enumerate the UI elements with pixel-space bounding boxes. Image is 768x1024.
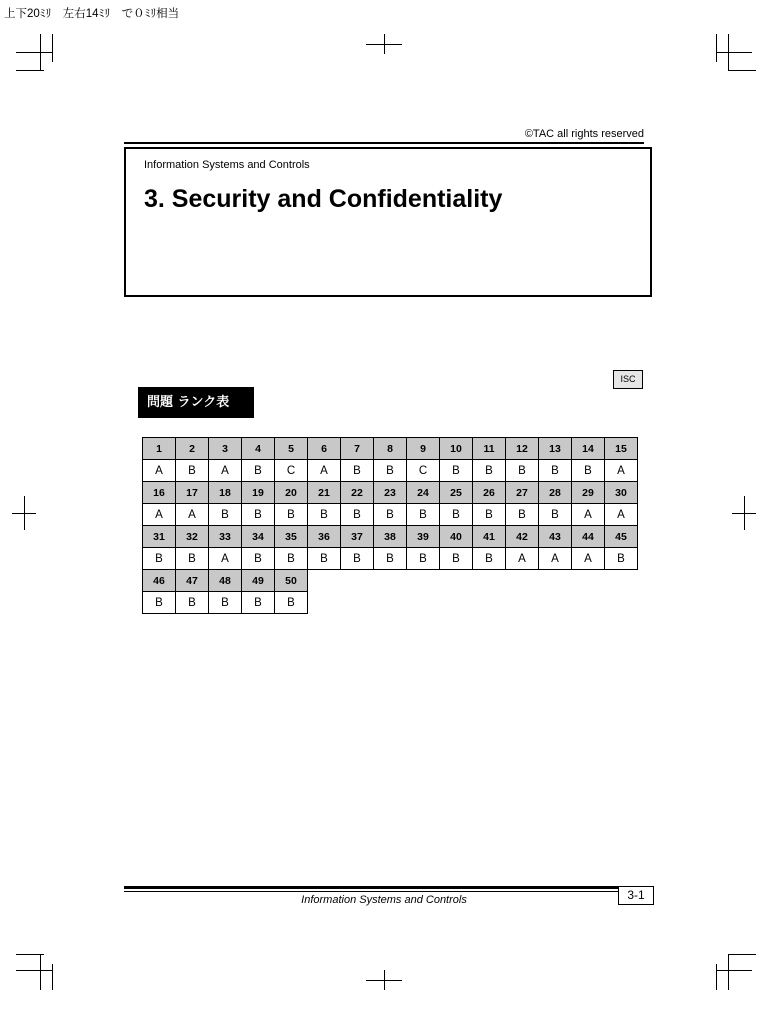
rank-cell: B	[539, 460, 572, 482]
empty-cell	[374, 570, 407, 592]
rank-cell: A	[209, 548, 242, 570]
rank-cell: B	[341, 548, 374, 570]
subject-badge: ISC	[613, 370, 643, 389]
question-number-cell: 5	[275, 438, 308, 460]
chapter-title: 3. Security and Confidentiality	[144, 185, 503, 213]
rank-cell: B	[176, 548, 209, 570]
question-number-cell: 38	[374, 526, 407, 548]
rank-cell: A	[506, 548, 539, 570]
question-number-cell: 30	[605, 482, 638, 504]
question-number-cell: 11	[473, 438, 506, 460]
question-number-cell: 26	[473, 482, 506, 504]
rank-cell: B	[506, 460, 539, 482]
rank-cell: A	[605, 504, 638, 526]
question-number-cell: 43	[539, 526, 572, 548]
empty-cell	[473, 570, 506, 592]
rank-cell: B	[506, 504, 539, 526]
question-number-cell: 24	[407, 482, 440, 504]
rank-cell: B	[572, 460, 605, 482]
footer-rule	[124, 886, 620, 889]
empty-cell	[605, 570, 638, 592]
question-number-cell: 16	[143, 482, 176, 504]
rank-cell: B	[407, 548, 440, 570]
rank-cell: B	[473, 460, 506, 482]
question-number-cell: 32	[176, 526, 209, 548]
footer-rule-thin	[124, 891, 620, 892]
question-number-cell: 21	[308, 482, 341, 504]
question-number-row	[143, 526, 638, 548]
rank-cell: B	[176, 592, 209, 614]
rank-row	[143, 548, 638, 570]
rank-cell: A	[209, 460, 242, 482]
rank-cell: A	[572, 504, 605, 526]
empty-cell	[572, 592, 605, 614]
empty-cell	[440, 570, 473, 592]
rank-cell: A	[539, 548, 572, 570]
rank-row	[143, 504, 638, 526]
rank-cell: B	[143, 592, 176, 614]
question-number-cell: 46	[143, 570, 176, 592]
chapter-title-box	[124, 147, 652, 297]
question-number-cell: 37	[341, 526, 374, 548]
rank-cell: B	[473, 548, 506, 570]
question-number-cell: 27	[506, 482, 539, 504]
rank-cell: B	[242, 548, 275, 570]
rank-table	[142, 437, 638, 614]
empty-cell	[440, 592, 473, 614]
rank-cell: B	[209, 592, 242, 614]
question-number-row	[143, 482, 638, 504]
rank-cell: B	[209, 504, 242, 526]
rank-cell: B	[308, 504, 341, 526]
question-number-cell: 4	[242, 438, 275, 460]
rank-cell: B	[374, 504, 407, 526]
subject-label: Information Systems and Controls	[144, 159, 310, 171]
question-number-cell: 39	[407, 526, 440, 548]
rank-cell: B	[539, 504, 572, 526]
header-rule	[124, 142, 644, 144]
question-number-cell: 15	[605, 438, 638, 460]
question-number-cell: 8	[374, 438, 407, 460]
question-number-cell: 6	[308, 438, 341, 460]
print-margin-note: 上下20ﾐﾘ 左右14ﾐﾘ で０ﾐﾘ相当	[4, 8, 180, 20]
question-number-cell: 14	[572, 438, 605, 460]
rank-cell: B	[473, 504, 506, 526]
rank-table-heading: 問題 ランク表	[138, 387, 254, 418]
empty-cell	[308, 592, 341, 614]
question-number-row	[143, 570, 638, 592]
question-number-cell: 48	[209, 570, 242, 592]
empty-cell	[341, 570, 374, 592]
rank-cell: C	[275, 460, 308, 482]
rank-cell: B	[275, 592, 308, 614]
question-number-cell: 47	[176, 570, 209, 592]
rank-cell: A	[605, 460, 638, 482]
question-number-cell: 9	[407, 438, 440, 460]
rank-cell: B	[341, 460, 374, 482]
rank-cell: B	[440, 504, 473, 526]
rank-cell: B	[242, 592, 275, 614]
rank-cell: B	[407, 504, 440, 526]
rank-cell: B	[275, 548, 308, 570]
question-number-cell: 25	[440, 482, 473, 504]
rank-cell: B	[308, 548, 341, 570]
question-number-cell: 28	[539, 482, 572, 504]
rank-cell: A	[143, 504, 176, 526]
question-number-cell: 19	[242, 482, 275, 504]
question-number-cell: 40	[440, 526, 473, 548]
rank-cell: A	[308, 460, 341, 482]
question-number-cell: 41	[473, 526, 506, 548]
empty-cell	[506, 592, 539, 614]
question-number-cell: 20	[275, 482, 308, 504]
rank-cell: B	[341, 504, 374, 526]
footer-title: Information Systems and Controls	[301, 894, 467, 906]
question-number-cell: 44	[572, 526, 605, 548]
rank-cell: A	[572, 548, 605, 570]
question-number-cell: 35	[275, 526, 308, 548]
empty-cell	[539, 570, 572, 592]
rank-cell: A	[143, 460, 176, 482]
empty-cell	[539, 592, 572, 614]
empty-cell	[572, 570, 605, 592]
empty-cell	[506, 570, 539, 592]
question-number-cell: 7	[341, 438, 374, 460]
rank-cell: B	[605, 548, 638, 570]
empty-cell	[605, 592, 638, 614]
page-number: 3-1	[618, 886, 654, 905]
question-number-cell: 13	[539, 438, 572, 460]
empty-cell	[308, 570, 341, 592]
empty-cell	[341, 592, 374, 614]
question-number-cell: 36	[308, 526, 341, 548]
question-number-cell: 3	[209, 438, 242, 460]
rank-cell: B	[374, 460, 407, 482]
rank-cell: B	[242, 460, 275, 482]
question-number-cell: 29	[572, 482, 605, 504]
empty-cell	[407, 570, 440, 592]
rank-row	[143, 460, 638, 482]
empty-cell	[407, 592, 440, 614]
rank-cell: B	[242, 504, 275, 526]
rank-cell: B	[143, 548, 176, 570]
question-number-cell: 12	[506, 438, 539, 460]
rank-cell: A	[176, 504, 209, 526]
empty-cell	[374, 592, 407, 614]
question-number-cell: 1	[143, 438, 176, 460]
question-number-cell: 18	[209, 482, 242, 504]
rank-cell: B	[176, 460, 209, 482]
question-number-cell: 10	[440, 438, 473, 460]
rank-cell: B	[440, 548, 473, 570]
question-number-cell: 50	[275, 570, 308, 592]
question-number-cell: 45	[605, 526, 638, 548]
copyright-notice: ©TAC all rights reserved	[524, 128, 644, 140]
question-number-cell: 33	[209, 526, 242, 548]
rank-cell: B	[275, 504, 308, 526]
rank-cell: C	[407, 460, 440, 482]
question-number-cell: 2	[176, 438, 209, 460]
question-number-cell: 17	[176, 482, 209, 504]
question-number-cell: 23	[374, 482, 407, 504]
rank-cell: B	[374, 548, 407, 570]
question-number-cell: 31	[143, 526, 176, 548]
question-number-cell: 34	[242, 526, 275, 548]
question-number-row	[143, 438, 638, 460]
rank-row	[143, 592, 638, 614]
question-number-cell: 49	[242, 570, 275, 592]
question-number-cell: 42	[506, 526, 539, 548]
empty-cell	[473, 592, 506, 614]
question-number-cell: 22	[341, 482, 374, 504]
rank-cell: B	[440, 460, 473, 482]
